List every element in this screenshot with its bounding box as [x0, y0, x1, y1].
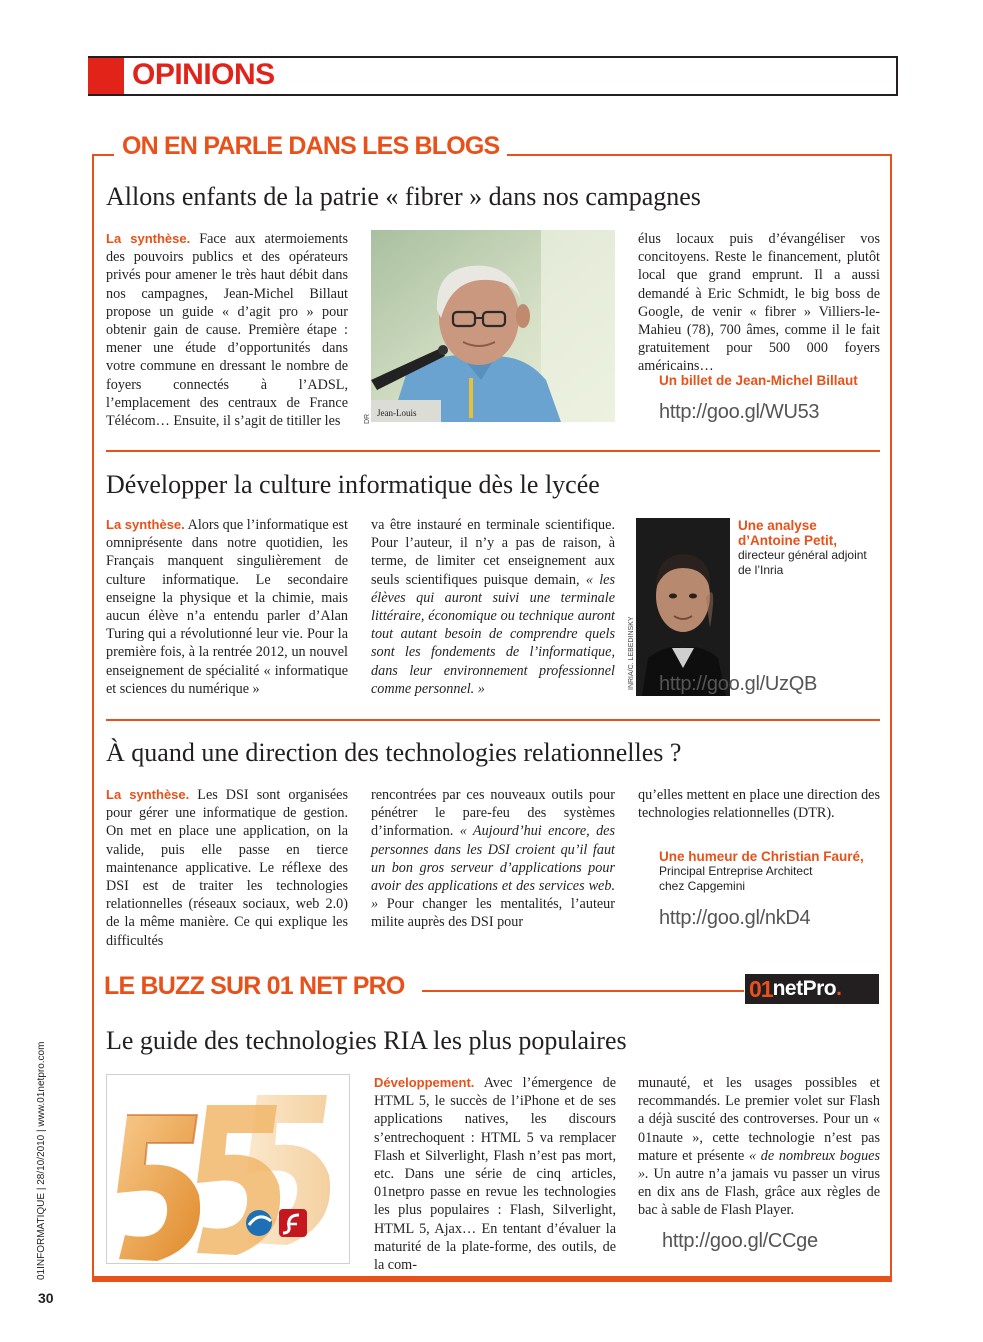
article-3-col2-text-a: rencontrées par ces nouveaux outils pour pénétrer le pare-feu des systèmes d’information. — [371, 787, 615, 840]
article-1-title: Allons enfants de la patrie « fibrer » dans nos campagnes — [106, 182, 701, 211]
article-2-quote: « les élèves qui auront suivi une terminale littéraire, économique ou technique auront tout autant besoin de comprendre quels sont les fondements de l’informatique, dans leur environnement professionnel comme personnel. » — [371, 571, 616, 697]
01netpro-logo — [745, 974, 879, 1004]
divider-2 — [106, 719, 880, 721]
article-1-credit: Un billet de Jean-Michel Billaut — [659, 373, 858, 388]
article-2-credit-sub: directeur général adjoint de l’Inria — [738, 548, 867, 577]
article-2-col1-text: Alors que l’informatique est omniprésente dans notre quotidien, les Français manquent singulièrement de culture informatique. Le secondaire enseigne la physique et la chimie, mais aucun élève n’a entendu parler d’Alan Turing qui a révolutionné leur vie. Pour la première fois, à la rentrée 2012, un nouvel enseignement de spécialité « informatique et sciences du numérique » — [106, 517, 349, 697]
buzz-article-col1-text: Avec l’émergence de HTML 5, le succès de l’iPhone et de ses applications natives, les discours s’entrechoquent : HTML 5 va remplacer Flash et Silverlight, Flash n’est pas mort, etc. Dans une série de cinq articles, 01netpro passe en revue les technologies les plus populaires : Flash, Silverlight, HTML 5, Ajax… En tentant d’évaluer la maturité de la plate-forme, des outils, de la com- — [374, 1075, 616, 1274]
article-2-photo-credit: INRIA/C. LEBEDINSKY — [628, 616, 635, 690]
buzz-article-title: Le guide des technologies RIA les plus populaires — [106, 1026, 627, 1055]
photo-badge-text: Jean-Louis — [377, 408, 417, 418]
article-2-col1 — [106, 516, 348, 698]
buzz-article-col2-text-a: munauté, et les usages possibles et recommandés. Le premier volet sur Flash a déjà suscité des controverses. Pour un « 01naute », cette technologie n’est pas mature et présente — [638, 1075, 880, 1164]
article-2-col2 — [371, 516, 615, 698]
buzz-article-image — [106, 1074, 350, 1264]
article-2-url[interactable]: http://goo.gl/UzQB — [659, 673, 818, 695]
buzz-article-quote: « de nombreux bogues ». — [638, 1147, 880, 1183]
logo-01: 01 — [749, 975, 773, 1002]
article-1-url[interactable]: http://goo.gl/WU53 — [659, 401, 820, 423]
article-3-quote: « Aujourd’hui encore, des personnes dans les DSI croient qu’il faut un bon gros serveur d’applications pour avoir des applications et des services web. » — [371, 823, 615, 913]
article-2-col2-text: va être instauré en terminale scientifique. Pour l’auteur, il n’y a pas de raison, à terme, de limiter cet enseignement aux seuls scientifiques puisque demain, — [371, 517, 615, 588]
logo-dot: . — [836, 977, 842, 1000]
blogs-section-title: ON EN PARLE DANS LES BLOGS — [114, 132, 507, 160]
buzz-article-url[interactable]: http://goo.gl/CCge — [662, 1230, 818, 1252]
buzz-article-col1 — [374, 1074, 616, 1274]
article-3-title: À quand une direction des technologies relationnelles ? — [106, 738, 682, 767]
logo-net: net — [772, 977, 803, 1000]
buzz-article-lead: Développement. — [374, 1075, 475, 1090]
article-1-col1-text: Face aux atermoiements des pouvoirs publics et des opérateurs privés pour amener le très haut débit dans nos campagnes, Jean-Michel Billaut propose un guide « d’agit pro » pour obtenir gain de cause. Première étape : mener une étude d’opportunités dans votre commune en dressant le nombre de foyers connectés à l’ADSL, l’emplacement des centraux de France Télécom… Ensuite, il s’agit de titiller les — [106, 231, 348, 430]
man-at-microphone-image — [371, 230, 615, 422]
article-3-url[interactable]: http://goo.gl/nkD4 — [659, 907, 811, 929]
buzz-article-col2 — [638, 1074, 880, 1220]
logo-pro: Pro — [802, 977, 837, 1000]
article-3-col1-text: Les DSI sont organisées pour gérer une informatique de gestion. On met en place une application, on la valide, puis elle passe en tierce maintenance applicative. Le réflexe des DSI est de traiter les technologies relationnelles (réseaux sociaux, web 2.0) de la même manière. Ce qui explique les difficultés — [106, 787, 348, 949]
article-2-credit: Une analyse d’Antoine Petit, — [738, 518, 837, 548]
article-2-lead: La synthèse. — [106, 517, 185, 532]
buzz-section-title: LE BUZZ SUR 01 NET PRO — [98, 972, 411, 1000]
portrait-image — [636, 518, 730, 696]
article-3-col2-text-c: Pour changer les mentalités, l’auteur milite auprès des DSI pour — [371, 896, 616, 931]
article-1-col1 — [106, 230, 348, 430]
article-1-photo — [371, 230, 615, 422]
article-3-credit-sub: Principal Entreprise Architect chez Capgemini — [659, 864, 813, 893]
article-3-lead: La synthèse. — [106, 787, 190, 802]
article-3-col3: qu’elles mettent en place une direction des technologies relationnelles (DTR). — [638, 787, 880, 822]
footer-side-text: 01INFORMATIQUE | 28/10/2010 | www.01netpro.com — [36, 1041, 47, 1280]
article-3-col1 — [106, 786, 348, 950]
article-2-photo — [636, 518, 730, 696]
article-1-col2: élus locaux puis d’évangéliser vos concitoyens. Reste le financement, plutôt local que grand emprunt. Il a aussi demandé à Eric Schmidt, le big boss de Google, de venir « fibrer » Villiers-le-Mahieu (78), 700 âmes, comme il le fait gratuitement pour 500 000 foyers américains… — [638, 231, 880, 375]
buzz-rule — [422, 990, 744, 992]
article-3-credit-block — [659, 849, 879, 894]
page-number: 30 — [38, 1290, 54, 1306]
html5-graphic-image — [107, 1075, 349, 1263]
buzz-article-col2-text-c: Un autre n’a jamais vu passer un virus en dix ans de Flash, grâce aux règles de bac à sable de Flash Player. — [638, 1166, 880, 1219]
article-3-col2 — [371, 786, 615, 932]
article-2-title: Développer la culture informatique dès le lycée — [106, 470, 600, 499]
article-1-lead: La synthèse. — [106, 231, 191, 246]
divider-1 — [106, 450, 880, 452]
article-1-photo-credit: DR — [364, 413, 371, 424]
article-3-credit: Une humeur de Christian Fauré, — [659, 849, 864, 864]
article-2-credit-block — [738, 518, 878, 578]
page-title: OPINIONS — [132, 58, 275, 91]
